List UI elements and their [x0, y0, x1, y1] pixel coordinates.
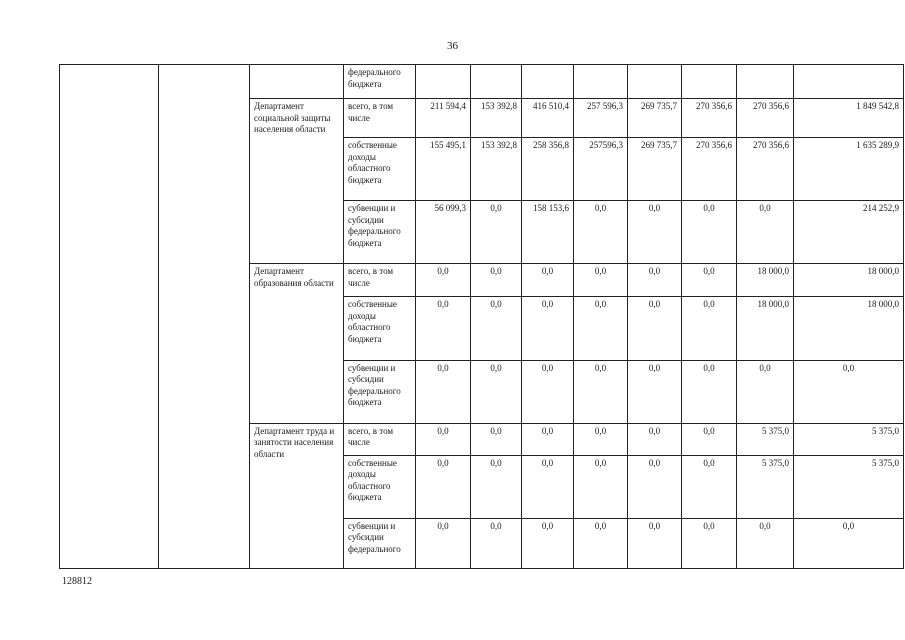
- value-cell: 0,0: [628, 201, 682, 264]
- value-cell: 0,0: [471, 201, 522, 264]
- value-cell: 0,0: [794, 518, 904, 568]
- value-cell: 0,0: [471, 297, 522, 360]
- funding-source-cell: субвенции и субсидии федерального: [344, 518, 416, 568]
- value-cell: 18 000,0: [794, 264, 904, 297]
- funding-source-cell: федерального бюджета: [344, 65, 416, 99]
- value-cell: 0,0: [574, 201, 628, 264]
- value-cell: 0,0: [794, 360, 904, 423]
- value-cell: 0,0: [628, 518, 682, 568]
- document-code: 128812: [62, 576, 92, 587]
- value-cell: 1 849 542,8: [794, 99, 904, 138]
- value-cell: 0,0: [471, 360, 522, 423]
- value-cell: 0,0: [416, 264, 471, 297]
- value-cell: 1 635 289,9: [794, 138, 904, 201]
- value-cell: 0,0: [522, 455, 574, 518]
- value-cell: 0,0: [416, 518, 471, 568]
- value-cell: [682, 65, 737, 99]
- value-cell: 18 000,0: [794, 297, 904, 360]
- value-cell: [416, 65, 471, 99]
- value-cell: 153 392,8: [471, 138, 522, 201]
- value-cell: 153 392,8: [471, 99, 522, 138]
- value-cell: 269 735,7: [628, 138, 682, 201]
- value-cell: 56 099,3: [416, 201, 471, 264]
- blank-column-number: [60, 65, 159, 569]
- value-cell: 0,0: [416, 455, 471, 518]
- value-cell: 0,0: [522, 423, 574, 455]
- value-cell: 18 000,0: [737, 264, 794, 297]
- value-cell: 0,0: [522, 518, 574, 568]
- value-cell: 0,0: [416, 297, 471, 360]
- value-cell: 0,0: [522, 297, 574, 360]
- value-cell: 5 375,0: [794, 423, 904, 455]
- page-number: 36: [447, 40, 458, 52]
- value-cell: [471, 65, 522, 99]
- value-cell: 0,0: [522, 264, 574, 297]
- funding-source-cell: всего, в том числе: [344, 423, 416, 455]
- value-cell: 5 375,0: [794, 455, 904, 518]
- value-cell: 270 356,6: [682, 99, 737, 138]
- funding-source-cell: субвенции и субсидии федерального бюджета: [344, 360, 416, 423]
- value-cell: 0,0: [682, 297, 737, 360]
- value-cell: 0,0: [682, 264, 737, 297]
- value-cell: 0,0: [416, 360, 471, 423]
- value-cell: 0,0: [522, 360, 574, 423]
- value-cell: 5 375,0: [737, 423, 794, 455]
- value-cell: [522, 65, 574, 99]
- department-cell: Департамент труда и занятости населения области: [250, 423, 344, 568]
- value-cell: [574, 65, 628, 99]
- blank-column-name: [159, 65, 250, 569]
- value-cell: 0,0: [574, 518, 628, 568]
- table-row: [60, 65, 904, 99]
- value-cell: 0,0: [682, 423, 737, 455]
- value-cell: [794, 65, 904, 99]
- value-cell: 0,0: [628, 264, 682, 297]
- value-cell: 0,0: [574, 360, 628, 423]
- value-cell: 155 495,1: [416, 138, 471, 201]
- value-cell: 211 594,4: [416, 99, 471, 138]
- value-cell: 269 735,7: [628, 99, 682, 138]
- value-cell: 0,0: [471, 455, 522, 518]
- funding-source-cell: собственные доходы областного бюджета: [344, 297, 416, 360]
- value-cell: 0,0: [574, 423, 628, 455]
- value-cell: [628, 65, 682, 99]
- value-cell: 0,0: [628, 297, 682, 360]
- value-cell: 0,0: [628, 360, 682, 423]
- value-cell: [737, 65, 794, 99]
- department-cell: Департамент образования области: [250, 264, 344, 423]
- value-cell: 0,0: [737, 201, 794, 264]
- department-cell: [250, 65, 344, 99]
- value-cell: 18 000,0: [737, 297, 794, 360]
- value-cell: 0,0: [471, 518, 522, 568]
- value-cell: 0,0: [471, 264, 522, 297]
- value-cell: 0,0: [682, 518, 737, 568]
- value-cell: 0,0: [737, 518, 794, 568]
- value-cell: 257596,3: [574, 138, 628, 201]
- value-cell: 257 596,3: [574, 99, 628, 138]
- value-cell: 0,0: [574, 455, 628, 518]
- value-cell: 0,0: [682, 455, 737, 518]
- value-cell: 416 510,4: [522, 99, 574, 138]
- value-cell: 258 356,8: [522, 138, 574, 201]
- funding-source-cell: субвенции и субсидии федерального бюджета: [344, 201, 416, 264]
- value-cell: 270 356,6: [737, 138, 794, 201]
- value-cell: 0,0: [628, 455, 682, 518]
- value-cell: 0,0: [682, 201, 737, 264]
- value-cell: 0,0: [574, 264, 628, 297]
- value-cell: 214 252,9: [794, 201, 904, 264]
- funding-source-cell: собственные доходы областного бюджета: [344, 138, 416, 201]
- funding-source-cell: всего, в том числе: [344, 264, 416, 297]
- budget-table: [59, 64, 904, 569]
- value-cell: 0,0: [628, 423, 682, 455]
- value-cell: 270 356,6: [737, 99, 794, 138]
- value-cell: 0,0: [682, 360, 737, 423]
- value-cell: 0,0: [574, 297, 628, 360]
- value-cell: 0,0: [416, 423, 471, 455]
- funding-source-cell: всего, в том числе: [344, 99, 416, 138]
- value-cell: 0,0: [737, 360, 794, 423]
- funding-source-cell: собственные доходы областного бюджета: [344, 455, 416, 518]
- value-cell: 0,0: [471, 423, 522, 455]
- value-cell: 5 375,0: [737, 455, 794, 518]
- value-cell: 270 356,6: [682, 138, 737, 201]
- value-cell: 158 153,6: [522, 201, 574, 264]
- department-cell: Департамент социальной защиты населения области: [250, 99, 344, 264]
